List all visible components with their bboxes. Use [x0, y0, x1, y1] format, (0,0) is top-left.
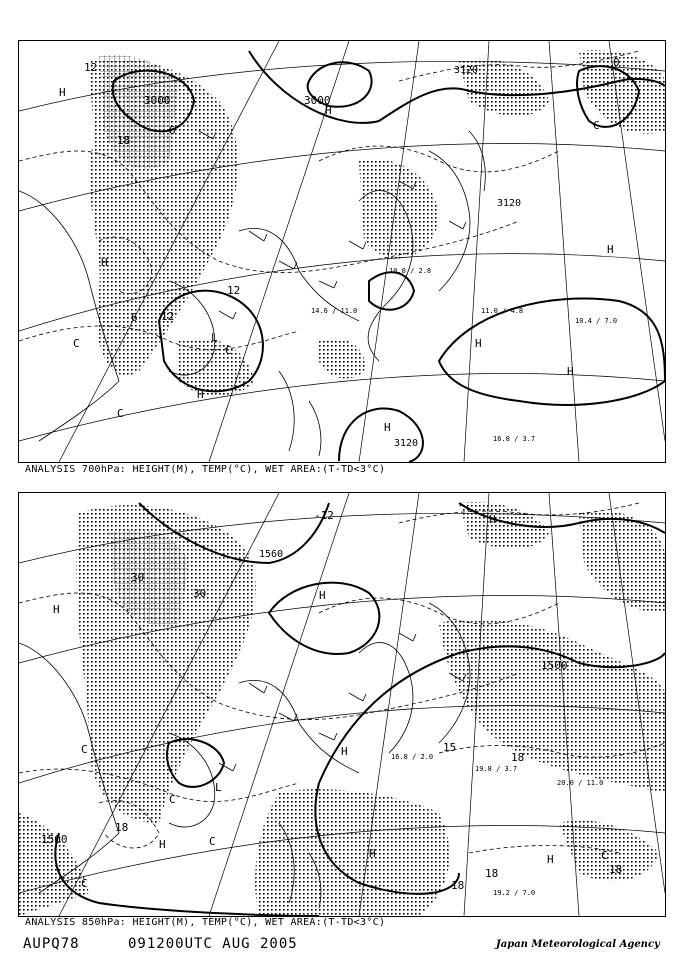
cold-center-label: C — [209, 835, 216, 848]
isotherm-label: 12 — [161, 310, 175, 323]
high-pressure-label: H — [489, 513, 496, 526]
station-data: 11.0 / 4.8 — [481, 307, 524, 315]
isotherm-label: 12 — [227, 284, 241, 297]
high-pressure-label: H — [53, 603, 60, 616]
isotherm-label: 18 — [115, 821, 129, 834]
station-data: 19.2 / 7.0 — [493, 889, 536, 897]
panel-caption: ANALYSIS 700hPa: HEIGHT(M), TEMP(°C), WET AREA:(T-TD<3°C) — [25, 464, 386, 475]
high-pressure-label: H — [369, 847, 376, 860]
station-data: 10.8 / 2.8 — [389, 267, 432, 275]
cold-center-label: C — [81, 743, 88, 756]
panel-caption: ANALYSIS 850hPa: HEIGHT(M), TEMP(°C), WET AREA:(T-TD<3°C) — [25, 917, 386, 928]
analysis-700hpa-map — [18, 40, 666, 463]
isotherm-label: 30 — [193, 587, 207, 600]
high-pressure-label: H — [319, 589, 326, 602]
high-pressure-label: H — [59, 86, 66, 99]
cold-center-label: C — [73, 337, 80, 350]
cold-center-label: C — [81, 877, 88, 890]
cold-center-label: C — [225, 344, 232, 357]
high-pressure-label: H — [197, 388, 204, 401]
wet-area-shading — [89, 50, 665, 396]
isotherm-label: 6 — [131, 311, 138, 324]
low-pressure-label: L — [211, 331, 218, 344]
wet-area-shading — [19, 502, 665, 916]
station-data: 19.8 / 3.7 — [475, 765, 518, 773]
isotherm-label: 18 — [117, 134, 131, 147]
high-pressure-label: H — [101, 256, 108, 269]
height-label: 3000 — [144, 94, 171, 107]
map-700hpa-canvas — [19, 41, 665, 462]
high-pressure-label: H — [547, 853, 554, 866]
high-pressure-label: H — [341, 745, 348, 758]
isotherm-label: 18 — [609, 863, 623, 876]
height-label: 3120 — [394, 438, 419, 449]
isotherm-label: -12 — [314, 509, 334, 522]
isotherm-label: 6 — [169, 124, 176, 137]
analysis-850hpa-map — [18, 492, 666, 917]
chart-code: AUPQ78 — [23, 936, 80, 952]
station-data: 14.6 / 11.0 — [311, 307, 358, 315]
cold-center-label: C — [117, 407, 124, 420]
isotherm-label: 30 — [131, 571, 145, 584]
isotherm-label: 0 — [613, 56, 620, 69]
high-pressure-label: H — [159, 838, 166, 851]
height-label: 3120 — [454, 65, 479, 76]
high-pressure-label: H — [384, 421, 391, 434]
analysis-datetime: 091200UTC AUG 2005 — [128, 936, 298, 952]
isotherm-label: 15 — [443, 741, 457, 754]
isotherm-label: 12 — [84, 61, 98, 74]
cold-center-label: C — [169, 793, 176, 806]
height-label: 1500 — [41, 833, 68, 846]
high-pressure-label: H — [325, 104, 332, 117]
high-pressure-label: H — [475, 337, 482, 350]
height-label: 1500 — [541, 659, 568, 672]
low-pressure-label: L — [215, 781, 222, 794]
height-label: 3120 — [497, 198, 522, 209]
height-label: 1560 — [259, 549, 284, 560]
high-pressure-label: H — [567, 365, 574, 378]
agency-name: Japan Meteorological Agency — [496, 939, 660, 950]
isotherm-label: 18 — [485, 867, 499, 880]
isotherm-label: 18 — [511, 751, 525, 764]
station-data: 10.4 / 7.0 — [575, 317, 618, 325]
cold-center-label: C — [593, 119, 600, 132]
station-data: 16.8 / 2.0 — [391, 753, 434, 761]
map-850hpa-canvas — [19, 493, 665, 916]
cold-center-label: C — [601, 849, 608, 862]
height-label: 3000 — [304, 94, 331, 107]
high-pressure-label: H — [607, 243, 614, 256]
station-data: 16.8 / 3.7 — [493, 435, 536, 443]
isotherm-label: 18 — [451, 879, 465, 892]
station-data: 20.0 / 11.0 — [557, 779, 604, 787]
